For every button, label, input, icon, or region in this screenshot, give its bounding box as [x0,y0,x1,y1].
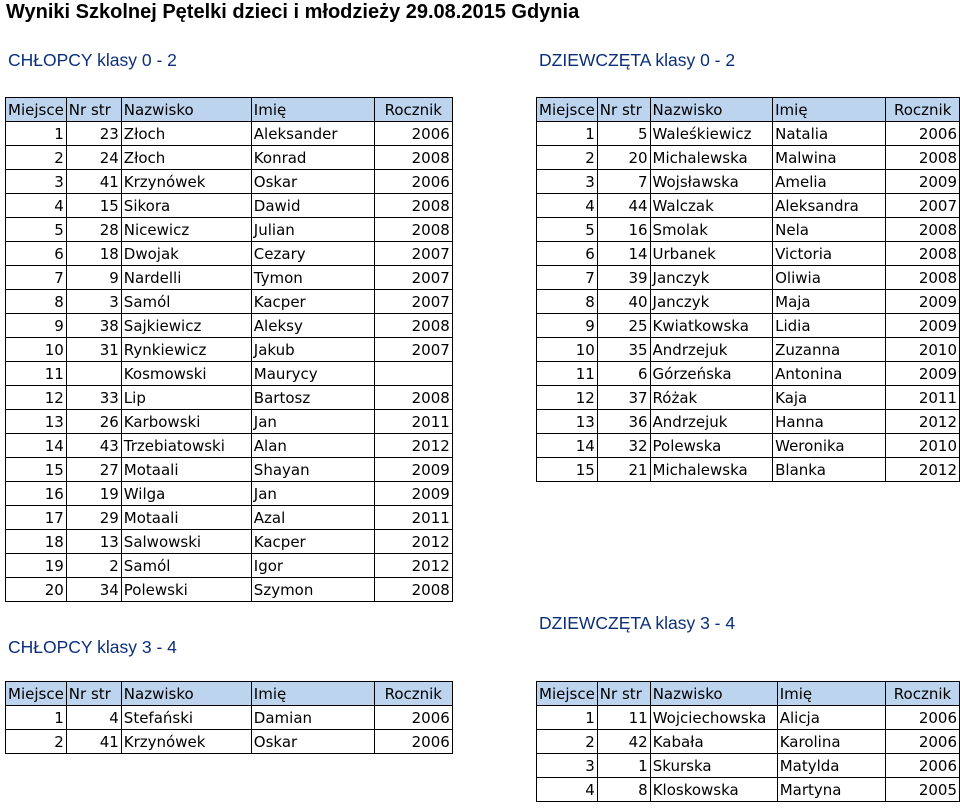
first-name-cell: Natalia [773,122,886,146]
column-header-start-number: Nr str [597,682,650,706]
place-cell: 10 [537,338,598,362]
column-header-surname: Nazwisko [650,98,773,122]
place-cell: 7 [537,266,598,290]
surname-cell: Polewska [650,434,773,458]
birth-year-cell: 2012 [886,458,960,482]
section-title-boys-0-2: CHŁOPCY klasy 0 - 2 [8,50,177,70]
place-cell: 3 [537,754,598,778]
column-header-birth-year: Rocznik [886,682,960,706]
start-number-cell: 36 [597,410,650,434]
surname-cell: Dwojak [121,242,251,266]
place-cell: 14 [6,434,67,458]
surname-cell: Walczak [650,194,773,218]
column-header-surname: Nazwisko [121,682,251,706]
surname-cell: Karbowski [121,410,251,434]
start-number-cell: 37 [597,386,650,410]
table-row [537,170,960,194]
results-table-boys-0-2 [5,97,453,602]
start-number-cell: 9 [66,266,121,290]
birth-year-cell: 2007 [374,266,452,290]
start-number-cell: 38 [66,314,121,338]
table-row [6,530,453,554]
birth-year-cell: 2007 [886,194,960,218]
first-name-cell: Szymon [251,578,374,602]
birth-year-cell: 2009 [374,458,452,482]
first-name-cell: Jan [251,410,374,434]
birth-year-cell: 2012 [374,554,452,578]
first-name-cell: Matylda [777,754,885,778]
place-cell: 10 [6,338,67,362]
birth-year-cell: 2008 [374,194,452,218]
birth-year-cell: 2012 [374,434,452,458]
column-header-first-name: Imię [251,98,374,122]
place-cell: 15 [537,458,598,482]
start-number-cell: 15 [66,194,121,218]
section-title-girls-3-4: DZIEWCZĘTA klasy 3 - 4 [539,613,736,633]
table-row [6,218,453,242]
start-number-cell: 6 [597,362,650,386]
birth-year-cell: 2008 [886,218,960,242]
place-cell: 5 [537,218,598,242]
table-row [537,218,960,242]
start-number-cell: 5 [597,122,650,146]
table-row [537,778,960,802]
table-row [6,266,453,290]
start-number-cell: 23 [66,122,121,146]
place-cell: 17 [6,506,67,530]
place-cell: 5 [6,218,67,242]
surname-cell: Polewski [121,578,251,602]
place-cell: 12 [6,386,67,410]
birth-year-cell: 2012 [886,410,960,434]
first-name-cell: Karolina [777,730,885,754]
table-row [6,170,453,194]
start-number-cell: 24 [66,146,121,170]
start-number-cell: 21 [597,458,650,482]
table-row [6,338,453,362]
birth-year-cell: 2006 [886,730,960,754]
first-name-cell: Kacper [251,290,374,314]
place-cell: 2 [537,730,598,754]
column-header-place: Miejsce [6,682,67,706]
table-header-row [6,682,453,706]
birth-year-cell: 2007 [374,338,452,362]
start-number-cell [66,362,121,386]
column-header-first-name: Imię [777,682,885,706]
first-name-cell: Blanka [773,458,886,482]
first-name-cell: Dawid [251,194,374,218]
first-name-cell: Victoria [773,242,886,266]
table-header-row [6,98,453,122]
table-row [537,410,960,434]
surname-cell: Urbanek [650,242,773,266]
surname-cell: Motaali [121,458,251,482]
column-header-place: Miejsce [6,98,67,122]
start-number-cell: 20 [597,146,650,170]
place-cell: 20 [6,578,67,602]
surname-cell: Górzeńska [650,362,773,386]
first-name-cell: Alicja [777,706,885,730]
place-cell: 8 [537,290,598,314]
place-cell: 9 [6,314,67,338]
table-row [537,706,960,730]
column-header-start-number: Nr str [66,682,121,706]
start-number-cell: 4 [66,706,121,730]
results-table-boys-3-4 [5,681,453,754]
birth-year-cell: 2006 [886,754,960,778]
table-row [6,290,453,314]
table-row [537,266,960,290]
first-name-cell: Damian [251,706,374,730]
start-number-cell: 33 [66,386,121,410]
first-name-cell: Maja [773,290,886,314]
start-number-cell: 8 [597,778,650,802]
birth-year-cell: 2008 [886,266,960,290]
table-row [6,434,453,458]
place-cell: 1 [6,706,67,730]
table-row [537,146,960,170]
birth-year-cell: 2008 [374,146,452,170]
place-cell: 18 [6,530,67,554]
first-name-cell: Weronika [773,434,886,458]
surname-cell: Samól [121,290,251,314]
table-row [537,194,960,218]
first-name-cell: Aleksandra [773,194,886,218]
section-title-boys-3-4: CHŁOPCY klasy 3 - 4 [8,637,177,657]
first-name-cell: Martyna [777,778,885,802]
first-name-cell: Zuzanna [773,338,886,362]
birth-year-cell: 2008 [374,578,452,602]
column-header-birth-year: Rocznik [374,98,452,122]
first-name-cell: Lidia [773,314,886,338]
first-name-cell: Amelia [773,170,886,194]
birth-year-cell: 2011 [374,410,452,434]
column-header-start-number: Nr str [66,98,121,122]
column-header-surname: Nazwisko [121,98,251,122]
place-cell: 2 [537,146,598,170]
first-name-cell: Oskar [251,730,374,754]
table-row [537,434,960,458]
birth-year-cell: 2010 [886,338,960,362]
birth-year-cell: 2005 [886,778,960,802]
birth-year-cell: 2006 [374,170,452,194]
surname-cell: Janczyk [650,290,773,314]
surname-cell: Lip [121,386,251,410]
column-header-start-number: Nr str [597,98,650,122]
place-cell: 11 [6,362,67,386]
table-row [6,554,453,578]
birth-year-cell: 2011 [374,506,452,530]
birth-year-cell [374,362,452,386]
place-cell: 9 [537,314,598,338]
birth-year-cell: 2006 [374,730,452,754]
table-row [6,386,453,410]
first-name-cell: Cezary [251,242,374,266]
start-number-cell: 31 [66,338,121,362]
place-cell: 14 [537,434,598,458]
first-name-cell: Oliwia [773,266,886,290]
start-number-cell: 2 [66,554,121,578]
first-name-cell: Jan [251,482,374,506]
first-name-cell: Kacper [251,530,374,554]
start-number-cell: 25 [597,314,650,338]
table-row [537,290,960,314]
surname-cell: Rynkiewicz [121,338,251,362]
surname-cell: Salwowski [121,530,251,554]
start-number-cell: 41 [66,730,121,754]
start-number-cell: 16 [597,218,650,242]
table-row [537,122,960,146]
start-number-cell: 34 [66,578,121,602]
surname-cell: Kosmowski [121,362,251,386]
start-number-cell: 3 [66,290,121,314]
surname-cell: Trzebiatowski [121,434,251,458]
surname-cell: Nardelli [121,266,251,290]
surname-cell: Złoch [121,146,251,170]
start-number-cell: 14 [597,242,650,266]
table-row [6,458,453,482]
place-cell: 3 [6,170,67,194]
birth-year-cell: 2006 [886,706,960,730]
table-header-row [537,98,960,122]
start-number-cell: 29 [66,506,121,530]
surname-cell: Stefański [121,706,251,730]
birth-year-cell: 2007 [374,290,452,314]
place-cell: 4 [537,778,598,802]
surname-cell: Wojsławska [650,170,773,194]
start-number-cell: 35 [597,338,650,362]
table-row [6,730,453,754]
table-row [6,706,453,730]
table-header-row [537,682,960,706]
birth-year-cell: 2012 [374,530,452,554]
birth-year-cell: 2010 [886,434,960,458]
table-row [6,122,453,146]
place-cell: 16 [6,482,67,506]
first-name-cell: Tymon [251,266,374,290]
first-name-cell: Shayan [251,458,374,482]
surname-cell: Motaali [121,506,251,530]
surname-cell: Skurska [650,754,777,778]
place-cell: 11 [537,362,598,386]
surname-cell: Nicewicz [121,218,251,242]
first-name-cell: Antonina [773,362,886,386]
birth-year-cell: 2011 [886,386,960,410]
start-number-cell: 44 [597,194,650,218]
first-name-cell: Aleksander [251,122,374,146]
first-name-cell: Alan [251,434,374,458]
birth-year-cell: 2009 [374,482,452,506]
place-cell: 15 [6,458,67,482]
first-name-cell: Nela [773,218,886,242]
column-header-place: Miejsce [537,682,598,706]
first-name-cell: Bartosz [251,386,374,410]
surname-cell: Kwiatkowska [650,314,773,338]
table-row [537,242,960,266]
surname-cell: Różak [650,386,773,410]
start-number-cell: 41 [66,170,121,194]
place-cell: 4 [537,194,598,218]
page-title: Wyniki Szkolnej Pętelki dzieci i młodzieży 29.08.2015 Gdynia [6,1,580,23]
table-row [6,314,453,338]
place-cell: 13 [6,410,67,434]
results-table-girls-0-2 [536,97,960,482]
table-row [537,386,960,410]
place-cell: 6 [537,242,598,266]
table-row [537,362,960,386]
place-cell: 1 [537,122,598,146]
column-header-birth-year: Rocznik [374,682,452,706]
table-row [537,754,960,778]
first-name-cell: Oskar [251,170,374,194]
table-row [6,362,453,386]
table-row [537,314,960,338]
table-row [6,242,453,266]
table-row [6,410,453,434]
birth-year-cell: 2008 [374,386,452,410]
table-row [6,482,453,506]
start-number-cell: 40 [597,290,650,314]
place-cell: 1 [537,706,598,730]
place-cell: 1 [6,122,67,146]
table-row [6,146,453,170]
table-row [537,730,960,754]
surname-cell: Wojciechowska [650,706,777,730]
column-header-place: Miejsce [537,98,598,122]
surname-cell: Waleśkiewicz [650,122,773,146]
results-table-girls-3-4 [536,681,960,802]
first-name-cell: Hanna [773,410,886,434]
birth-year-cell: 2009 [886,314,960,338]
section-title-girls-0-2: DZIEWCZĘTA klasy 0 - 2 [539,50,736,70]
surname-cell: Sajkiewicz [121,314,251,338]
first-name-cell: Igor [251,554,374,578]
surname-cell: Krzynówek [121,170,251,194]
column-header-first-name: Imię [251,682,374,706]
surname-cell: Złoch [121,122,251,146]
start-number-cell: 27 [66,458,121,482]
table-row [537,458,960,482]
place-cell: 13 [537,410,598,434]
place-cell: 12 [537,386,598,410]
surname-cell: Wilga [121,482,251,506]
start-number-cell: 18 [66,242,121,266]
first-name-cell: Azal [251,506,374,530]
surname-cell: Michalewska [650,458,773,482]
table-row [6,506,453,530]
place-cell: 2 [6,730,67,754]
place-cell: 6 [6,242,67,266]
place-cell: 7 [6,266,67,290]
birth-year-cell: 2009 [886,362,960,386]
start-number-cell: 39 [597,266,650,290]
table-row [537,338,960,362]
first-name-cell: Aleksy [251,314,374,338]
start-number-cell: 43 [66,434,121,458]
start-number-cell: 26 [66,410,121,434]
surname-cell: Janczyk [650,266,773,290]
surname-cell: Smolak [650,218,773,242]
place-cell: 2 [6,146,67,170]
start-number-cell: 11 [597,706,650,730]
first-name-cell: Jakub [251,338,374,362]
start-number-cell: 7 [597,170,650,194]
first-name-cell: Konrad [251,146,374,170]
start-number-cell: 32 [597,434,650,458]
place-cell: 19 [6,554,67,578]
start-number-cell: 13 [66,530,121,554]
surname-cell: Michalewska [650,146,773,170]
first-name-cell: Malwina [773,146,886,170]
surname-cell: Samól [121,554,251,578]
birth-year-cell: 2008 [374,218,452,242]
first-name-cell: Julian [251,218,374,242]
surname-cell: Kloskowska [650,778,777,802]
start-number-cell: 1 [597,754,650,778]
birth-year-cell: 2006 [374,122,452,146]
birth-year-cell: 2007 [374,242,452,266]
first-name-cell: Maurycy [251,362,374,386]
start-number-cell: 42 [597,730,650,754]
birth-year-cell: 2008 [374,314,452,338]
surname-cell: Krzynówek [121,730,251,754]
birth-year-cell: 2008 [886,242,960,266]
column-header-first-name: Imię [773,98,886,122]
start-number-cell: 19 [66,482,121,506]
start-number-cell: 28 [66,218,121,242]
surname-cell: Sikora [121,194,251,218]
birth-year-cell: 2006 [374,706,452,730]
column-header-birth-year: Rocznik [886,98,960,122]
birth-year-cell: 2009 [886,290,960,314]
place-cell: 4 [6,194,67,218]
first-name-cell: Kaja [773,386,886,410]
column-header-surname: Nazwisko [650,682,777,706]
birth-year-cell: 2008 [886,146,960,170]
surname-cell: Andrzejuk [650,338,773,362]
surname-cell: Andrzejuk [650,410,773,434]
place-cell: 3 [537,170,598,194]
birth-year-cell: 2006 [886,122,960,146]
table-row [6,194,453,218]
table-row [6,578,453,602]
surname-cell: Kabała [650,730,777,754]
place-cell: 8 [6,290,67,314]
birth-year-cell: 2009 [886,170,960,194]
